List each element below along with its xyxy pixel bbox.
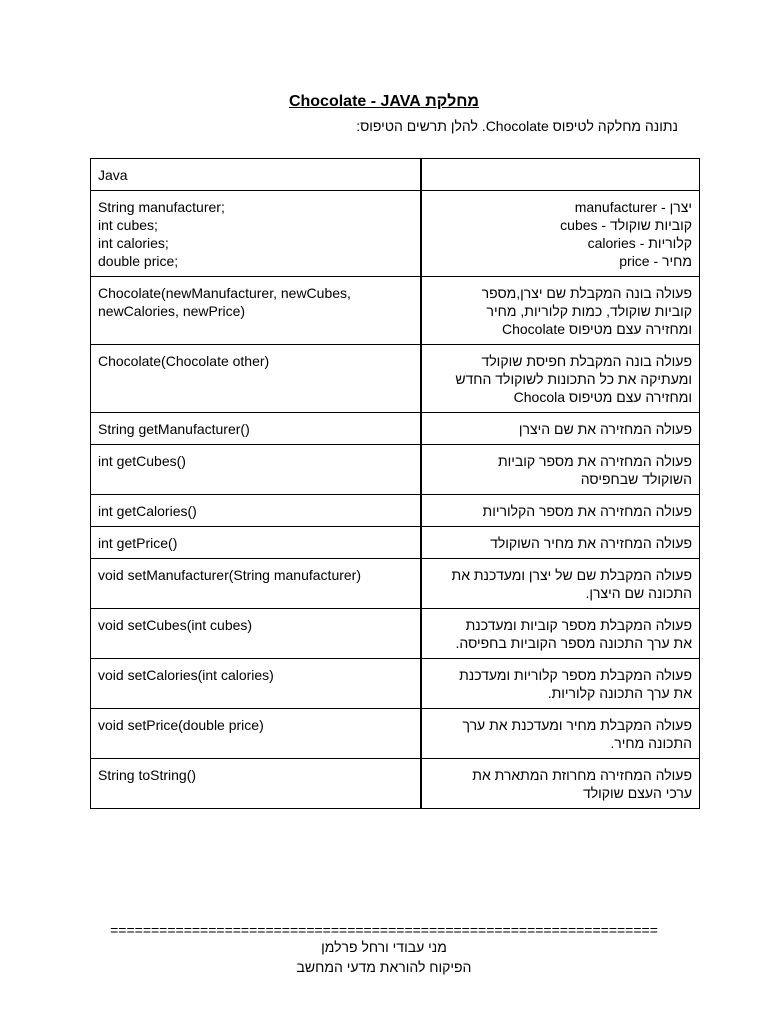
hebrew-line: את ערך התכונה קלוריות.: [547, 685, 692, 701]
header-hebrew-cell: [421, 159, 700, 191]
hebrew-description-cell: [421, 413, 700, 445]
table-row: [91, 495, 700, 527]
hebrew-line: ומחזירה עצם מטיפוס Chocolate: [501, 321, 692, 337]
table-row: [91, 759, 700, 809]
java-line: double price;: [98, 253, 179, 269]
hebrew-description-cell: [421, 495, 700, 527]
hebrew-line: ערכי העצם שוקולד: [582, 785, 692, 801]
java-line: Chocolate(Chocolate other): [98, 353, 270, 369]
hebrew-line: התכונה מחיר.: [610, 735, 692, 751]
footer-organization: הפיקוח להוראת מדעי המחשב: [296, 959, 472, 975]
hebrew-line: פעולה בונה המקבלת חפיסת שוקולד: [481, 353, 692, 369]
java-line: String toString(): [98, 767, 197, 783]
java-signature-cell: [91, 759, 422, 809]
table-row: [91, 609, 700, 659]
table-row: [91, 413, 700, 445]
java-line: void setPrice(double price): [98, 717, 264, 733]
intro-text: נתונה מחלקה לטיפוס Chocolate. להלן תרשים הטיפוס:: [356, 118, 678, 134]
java-line: int calories;: [98, 235, 169, 251]
hebrew-description-cell: [421, 445, 700, 495]
hebrew-line: פעולה המחזירה את מספר הקלוריות: [482, 503, 692, 519]
java-line: int cubes;: [98, 217, 158, 233]
java-line: int getPrice(): [98, 535, 178, 551]
hebrew-line: פעולה המקבלת מחיר ומעדכנת את ערך: [462, 717, 692, 733]
java-signature-cell: [91, 709, 422, 759]
footer-separator: ===================================================================: [110, 923, 658, 937]
hebrew-line: יצרן - manufacturer: [574, 199, 692, 215]
java-signature-cell: [91, 495, 422, 527]
java-line: void setManufacturer(String manufacturer): [98, 567, 361, 583]
hebrew-line: התכונה שם היצרן.: [585, 585, 692, 601]
hebrew-description-cell: [421, 709, 700, 759]
hebrew-line: פעולה המחזירה מחרוזת המתארת את: [472, 767, 692, 783]
java-signature-cell: [91, 659, 422, 709]
table-row: [91, 345, 700, 413]
hebrew-description-cell: [421, 527, 700, 559]
table-row: [91, 709, 700, 759]
table-row: [91, 191, 700, 277]
table-row: [91, 277, 700, 345]
hebrew-description-cell: [421, 609, 700, 659]
hebrew-line: קוביות שוקולד - cubes: [560, 217, 692, 233]
table-header-row: [91, 159, 700, 191]
java-line: Chocolate(newManufacturer, newCubes,: [98, 285, 351, 301]
hebrew-line: קלוריות - calories: [587, 235, 692, 251]
hebrew-line: פעולה המחזירה את שם היצרן: [518, 421, 692, 437]
java-line: int getCalories(): [98, 503, 197, 519]
java-signature-cell: [91, 413, 422, 445]
table-row: [91, 445, 700, 495]
java-signature-cell: [91, 345, 422, 413]
java-signature-cell: [91, 445, 422, 495]
table-row: [91, 527, 700, 559]
java-line: newCalories, newPrice): [98, 303, 246, 319]
table-row: [91, 559, 700, 609]
java-line: String manufacturer;: [98, 199, 225, 215]
java-signature-cell: [91, 609, 422, 659]
java-line: String getManufacturer(): [98, 421, 250, 437]
java-signature-cell: [91, 559, 422, 609]
footer: [0, 923, 768, 977]
java-line: int getCubes(): [98, 453, 186, 469]
hebrew-description-cell: [421, 191, 700, 277]
java-signature-cell: [91, 277, 422, 345]
footer-authors: מני עבודי ורחל פרלמן: [321, 939, 447, 955]
java-line: void setCubes(int cubes): [98, 617, 253, 633]
hebrew-description-cell: [421, 277, 700, 345]
java-signature-cell: [91, 191, 422, 277]
hebrew-line: פעולה המקבלת שם של יצרן ומעדכנת את: [451, 567, 692, 583]
hebrew-description-cell: [421, 345, 700, 413]
hebrew-line: פעולה המקבלת מספר קוביות ומעדכנת: [465, 617, 692, 633]
hebrew-line: פעולה המקבלת מספר קלוריות ומעדכנת: [459, 667, 692, 683]
hebrew-line: מחיר - price: [619, 253, 692, 269]
page-title: מחלקת Chocolate - JAVA: [288, 93, 480, 110]
hebrew-line: קוביות שוקולד, כמות קלוריות, מחיר: [486, 303, 692, 319]
hebrew-description-cell: [421, 559, 700, 609]
hebrew-description-cell: [421, 659, 700, 709]
java-signature-cell: [91, 527, 422, 559]
hebrew-line: השוקולד שבחפיסה: [580, 471, 692, 487]
hebrew-line: פעולה בונה המקבלת שם יצרן,מספר: [481, 285, 692, 301]
hebrew-description-cell: [421, 759, 700, 809]
hebrew-line: את ערך התכונה מספר הקוביות בחפיסה.: [455, 635, 692, 651]
header-java-cell: Java: [91, 159, 422, 191]
hebrew-line: פעולה המחזירה את מחיר השוקולד: [490, 535, 692, 551]
class-diagram-table: [90, 158, 700, 809]
table-row: [91, 659, 700, 709]
java-line: void setCalories(int calories): [98, 667, 274, 683]
hebrew-line: ומחזירה עצם מטיפוס Chocola: [513, 389, 692, 405]
hebrew-line: פעולה המחזירה את מספר קוביות: [497, 453, 692, 469]
hebrew-line: ומעתיקה את כל התכונות לשוקולד החדש: [455, 371, 692, 387]
